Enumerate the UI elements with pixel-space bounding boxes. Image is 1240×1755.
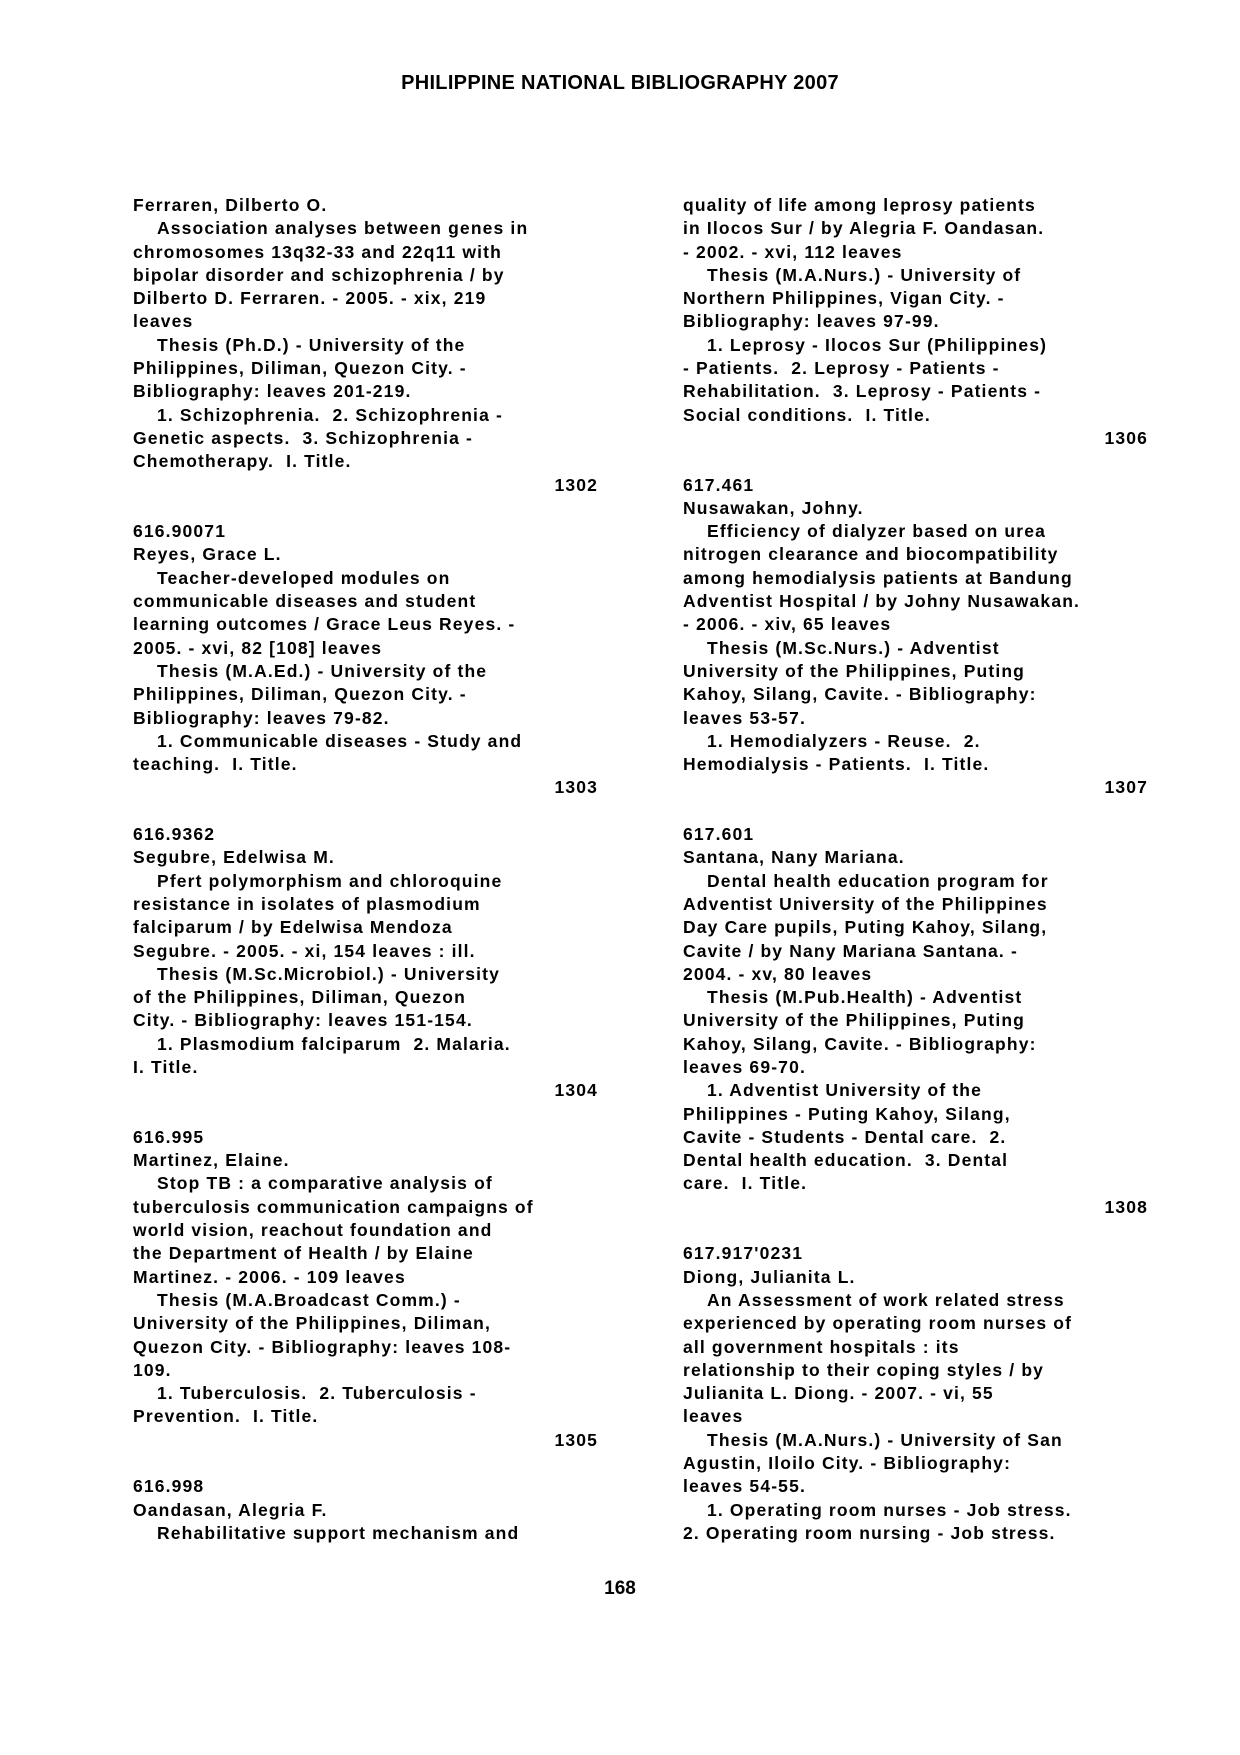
text-line: Adventist Hospital / by Johny Nusawakan. (683, 591, 1081, 612)
right-column (683, 194, 1153, 1545)
text-line: 1. Leprosy - Ilocos Sur (Philippines) (707, 334, 1048, 355)
text-line: in Ilocos Sur / by Alegria F. Oandasan. (683, 218, 1045, 239)
text-line: Thesis (M.Sc.Microbiol.) - University (157, 963, 501, 984)
text-line: 2005. - xvi, 82 [108] leaves (133, 637, 383, 658)
text-line: 1. Communicable diseases - Study and (157, 730, 523, 751)
text-line: Agustin, Iloilo City. - Bibliography: (683, 1453, 1012, 1474)
text-line: 617.461 (683, 474, 755, 495)
text-line: of the Philippines, Diliman, Quezon (133, 987, 466, 1008)
text-line: teaching. I. Title. (133, 754, 298, 775)
text-line: 617.917'0231 (683, 1243, 804, 1264)
text-line: learning outcomes / Grace Leus Reyes. - (133, 614, 516, 635)
text-line: bipolar disorder and schizophrenia / by (133, 264, 505, 285)
text-line: 616.995 (133, 1126, 205, 1147)
text-line: Oandasan, Alegria F. (133, 1499, 328, 1520)
text-line: resistance in isolates of plasmodium (133, 893, 481, 914)
text-line: Stop TB : a comparative analysis of (157, 1173, 493, 1194)
text-line: Dental health education program for (707, 870, 1049, 891)
text-line: falciparum / by Edelwisa Mendoza (133, 917, 453, 938)
text-line: Philippines, Diliman, Quezon City. - (133, 684, 467, 705)
text-line: leaves 54-55. (683, 1476, 806, 1497)
text-line: Bibliography: leaves 79-82. (133, 707, 390, 728)
text-line: Kahoy, Silang, Cavite. - Bibliography: (683, 684, 1037, 705)
text-line: An Assessment of work related stress (707, 1289, 1065, 1310)
text-line: Northern Philippines, Vigan City. - (683, 288, 1005, 309)
text-line: leaves (683, 1406, 744, 1427)
text-line: Teacher-developed modules on (157, 567, 451, 588)
text-line: 617.601 (683, 824, 755, 845)
text-line: Santana, Nany Mariana. (683, 847, 905, 868)
blank-line (133, 1103, 603, 1126)
text-line: Dilberto D. Ferraren. - 2005. - xix, 219 (133, 288, 487, 309)
text-line: Quezon City. - Bibliography: leaves 108- (133, 1336, 512, 1357)
text-line: leaves 69-70. (683, 1056, 806, 1077)
text-line: world vision, reachout foundation and (133, 1220, 493, 1241)
text-line: Prevention. I. Title. (133, 1406, 319, 1427)
text-line: City. - Bibliography: leaves 151-154. (133, 1010, 473, 1031)
text-line: Rehabilitation. 3. Leprosy - Patients - (683, 381, 1042, 402)
text-line: Hemodialysis - Patients. I. Title. (683, 754, 990, 775)
entry-number: 1304 (554, 1080, 598, 1101)
text-line: Dental health education. 3. Dental (683, 1150, 1009, 1171)
text-line: University of the Philippines, Puting (683, 660, 1026, 681)
text-line: Thesis (M.A.Broadcast Comm.) - (157, 1289, 461, 1310)
text-line: Thesis (M.A.Ed.) - University of the (157, 660, 488, 681)
text-line: 2. Operating room nursing - Job stress. (683, 1522, 1056, 1543)
text-line: Thesis (M.A.Nurs.) - University of San (707, 1429, 1063, 1450)
text-line: 2004. - xv, 80 leaves (683, 963, 873, 984)
blank-line (683, 450, 1153, 473)
text-line: Social conditions. I. Title. (683, 404, 931, 425)
page-header-title: PHILIPPINE NATIONAL BIBLIOGRAPHY 2007 (401, 72, 839, 94)
text-line: leaves (133, 311, 194, 332)
text-line: Chemotherapy. I. Title. (133, 451, 352, 472)
text-line: Julianita L. Diong. - 2007. - vi, 55 (683, 1383, 994, 1404)
entry-number: 1306 (1104, 427, 1148, 448)
text-line: Martinez. - 2006. - 109 leaves (133, 1266, 406, 1287)
text-line: - Patients. 2. Leprosy - Patients - (683, 358, 1000, 379)
text-line: Diong, Julianita L. (683, 1266, 856, 1287)
text-line: leaves 53-57. (683, 707, 806, 728)
text-line: 1. Tuberculosis. 2. Tuberculosis - (157, 1383, 477, 1404)
text-line: Bibliography: leaves 201-219. (133, 381, 412, 402)
text-line: relationship to their coping styles / by (683, 1359, 1045, 1380)
text-line: Bibliography: leaves 97-99. (683, 311, 940, 332)
text-line: University of the Philippines, Diliman, (133, 1313, 491, 1334)
text-line: tuberculosis communication campaigns of (133, 1196, 534, 1217)
text-line: Association analyses between genes in (157, 218, 529, 239)
text-line: 109. (133, 1359, 172, 1380)
text-line: nitrogen clearance and biocompatibility (683, 544, 1059, 565)
text-line: Thesis (M.Sc.Nurs.) - Adventist (707, 637, 1000, 658)
blank-line (133, 1452, 603, 1475)
text-line: 616.90071 (133, 521, 227, 542)
blank-line (133, 497, 603, 520)
text-line: 1. Adventist University of the (707, 1080, 983, 1101)
blank-line (133, 800, 603, 823)
text-line: among hemodialysis patients at Bandung (683, 567, 1073, 588)
text-line: 1. Schizophrenia. 2. Schizophrenia - (157, 404, 503, 425)
text-line: all government hospitals : its (683, 1336, 960, 1357)
text-line: 1. Operating room nurses - Job stress. (707, 1499, 1072, 1520)
text-line: chromosomes 13q32-33 and 22q11 with (133, 241, 502, 262)
text-line: University of the Philippines, Puting (683, 1010, 1026, 1031)
text-line: Genetic aspects. 3. Schizophrenia - (133, 427, 473, 448)
entry-number: 1305 (554, 1429, 598, 1450)
text-line: Martinez, Elaine. (133, 1150, 290, 1171)
text-line: 1. Plasmodium falciparum 2. Malaria. (157, 1033, 511, 1054)
text-line: Thesis (Ph.D.) - University of the (157, 334, 466, 355)
text-line: Cavite / by Nany Mariana Santana. - (683, 940, 1018, 961)
text-line: Segubre, Edelwisa M. (133, 847, 335, 868)
text-line: Philippines, Diliman, Quezon City. - (133, 358, 467, 379)
text-line: Pfert polymorphism and chloroquine (157, 870, 503, 891)
text-line: Nusawakan, Johny. (683, 497, 864, 518)
text-line: I. Title. (133, 1056, 199, 1077)
blank-line (683, 1219, 1153, 1242)
text-line: Cavite - Students - Dental care. 2. (683, 1126, 1007, 1147)
text-line: care. I. Title. (683, 1173, 808, 1194)
text-line: the Department of Health / by Elaine (133, 1243, 474, 1264)
text-line: Philippines - Puting Kahoy, Silang, (683, 1103, 1011, 1124)
entry-number: 1302 (554, 474, 598, 495)
blank-line (683, 800, 1153, 823)
text-line: experienced by operating room nurses of (683, 1313, 1073, 1334)
text-line: 616.998 (133, 1476, 205, 1497)
text-line: Segubre. - 2005. - xi, 154 leaves : ill. (133, 940, 476, 961)
page-number: 168 (604, 1578, 636, 1599)
text-line: communicable diseases and student (133, 591, 477, 612)
left-column (133, 194, 603, 1545)
text-line: 1. Hemodialyzers - Reuse. 2. (707, 730, 981, 751)
text-line: Reyes, Grace L. (133, 544, 282, 565)
text-line: quality of life among leprosy patients (683, 195, 1036, 215)
entry-number: 1307 (1104, 777, 1148, 798)
text-line: Kahoy, Silang, Cavite. - Bibliography: (683, 1033, 1037, 1054)
text-line: - 2002. - xvi, 112 leaves (683, 241, 903, 262)
entry-number: 1303 (554, 777, 598, 798)
text-line: Rehabilitative support mechanism and (157, 1522, 520, 1543)
text-line: Thesis (M.A.Nurs.) - University of (707, 264, 1022, 285)
text-line: Ferraren, Dilberto O. (133, 195, 328, 215)
text-line: Day Care pupils, Puting Kahoy, Silang, (683, 917, 1048, 938)
entry-number: 1308 (1104, 1196, 1148, 1217)
text-line: Thesis (M.Pub.Health) - Adventist (707, 987, 1023, 1008)
text-line: 616.9362 (133, 824, 216, 845)
text-line: - 2006. - xiv, 65 leaves (683, 614, 892, 635)
text-line: Adventist University of the Philippines (683, 893, 1048, 914)
text-line: Efficiency of dialyzer based on urea (707, 521, 1046, 542)
